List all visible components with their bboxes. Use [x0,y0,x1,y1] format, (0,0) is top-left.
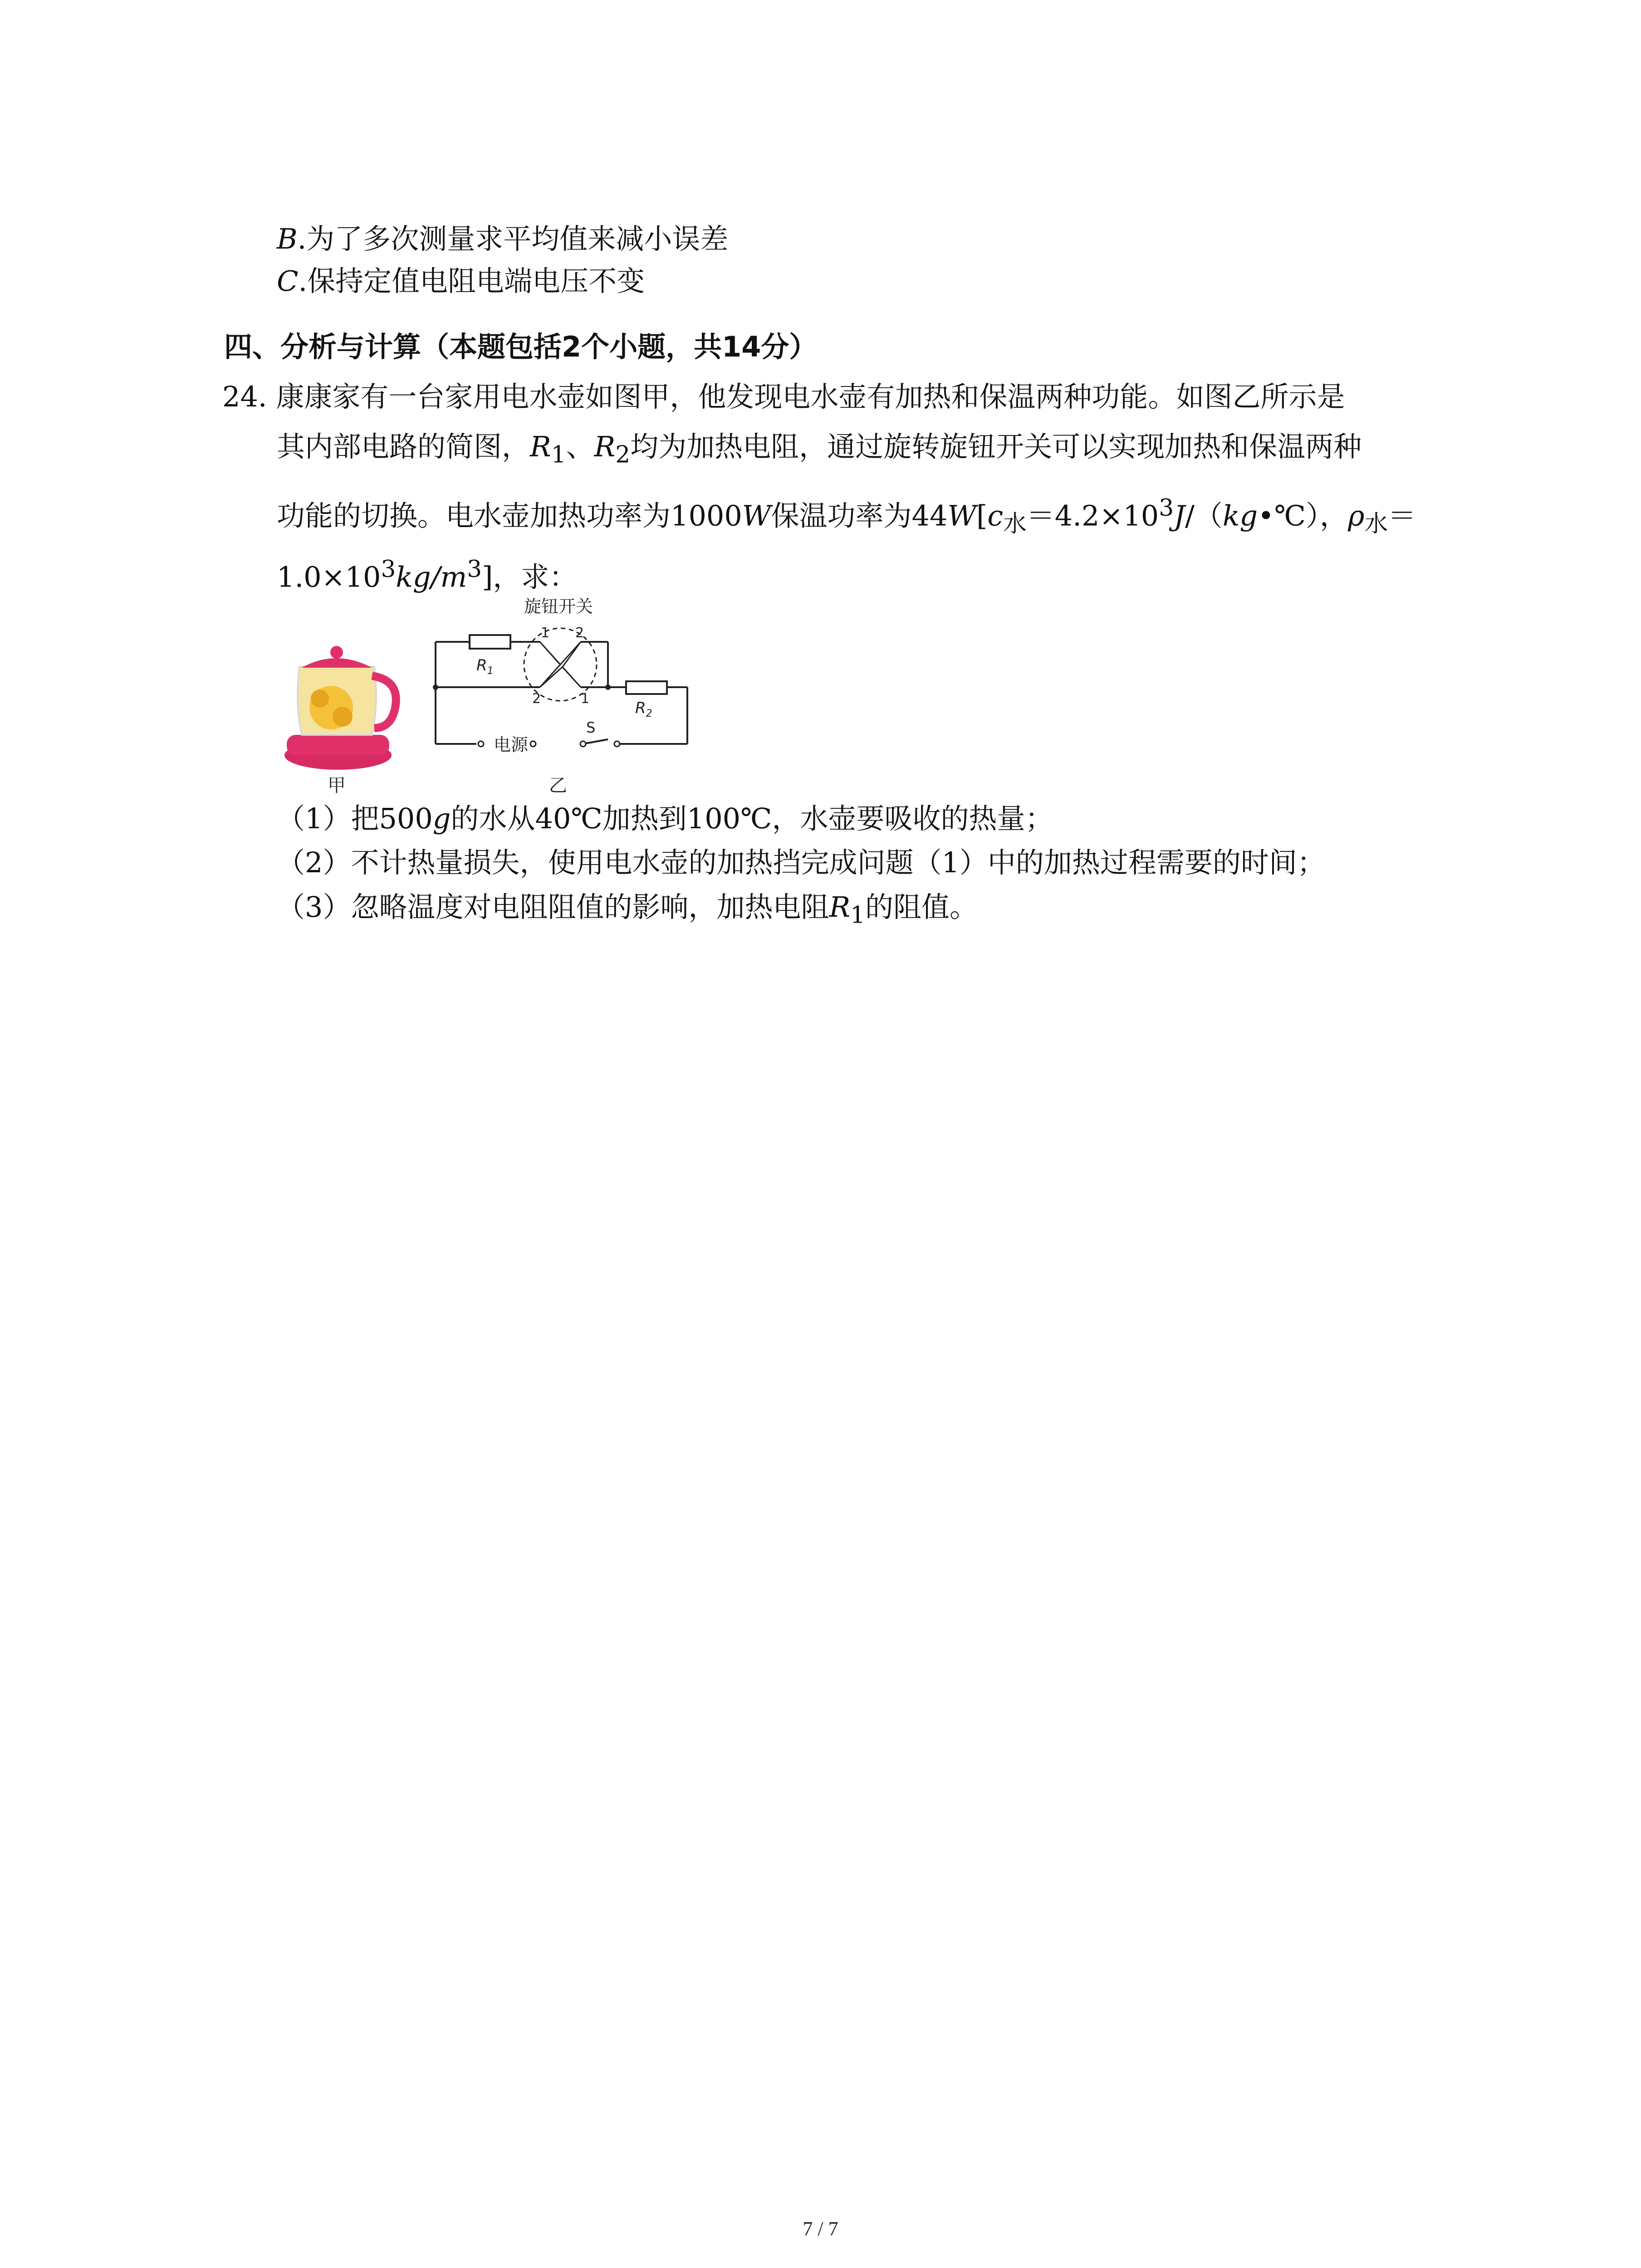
c-subscript: 水 [1003,510,1027,538]
problem-line-1 [222,379,1345,415]
q3-a: （3）忽略温度对电阻阻值的影响，加热电阻 [277,890,829,924]
problem-line-2 [277,429,1362,473]
problem-line-3 [277,490,1416,542]
option-c-letter: C [277,264,299,298]
equals: ＝ [1388,499,1416,533]
tea-flower [333,707,353,727]
terminal [614,741,620,747]
resistor-r2 [626,681,667,694]
problem-line2-a: 其内部电路的简图， [277,430,530,463]
unit-w: W [947,499,977,533]
kettle-lid [302,658,372,668]
section-title: 四、分析与计算（本题包括2个小题，共14分） [224,330,818,363]
slash: /（ [1185,499,1223,533]
r2-symbol: R [594,430,616,463]
unit-kgm: kg/m [396,560,467,594]
kettle-knob [330,646,343,659]
option-c [277,263,645,299]
option-b-letter: B [277,222,298,255]
problem-line2-b: 均为加热电阻，通过旋转旋钮开关可以实现加热和保温两种 [630,430,1362,463]
switch-label: 旋钮开关 [524,596,593,616]
question-1 [277,801,1053,837]
power-label: 电源 [494,735,529,755]
switch-s-label: S [586,719,596,736]
exponent: 3 [1159,494,1174,522]
tea-flower [311,689,329,708]
c-value: ＝4.2×10 [1026,499,1159,533]
unit-j: J [1174,499,1185,533]
exponent: 3 [381,556,396,583]
c-symbol: c [987,499,1004,533]
r1-label: $R_1$ [476,656,494,677]
option-b-text: .为了多次测量求平均值来减小误差 [297,222,729,255]
problem-number: 24. [222,380,267,413]
r1-symbol: R [530,430,551,463]
rho-value: 1.0×10 [277,560,381,594]
r1-subscript: 1 [850,901,866,929]
rho-subscript: 水 [1364,510,1388,538]
q3-b: 的阻值。 [865,890,978,924]
terminal [478,741,484,747]
r1-symbol: R [829,890,851,924]
problem-line3-a: 功能的切换。电水壶加热功率为1000 [277,499,742,533]
terminal [580,741,586,747]
circuit-diagram [426,594,699,762]
kettle-image [281,631,404,771]
r2-subscript: 2 [615,441,631,469]
q1-a: （1）把500 [277,802,433,835]
question-2: （2）不计热量损失，使用电水壶的加热挡完成问题（1）中的加热过程需要的时间； [277,846,1325,879]
pin-1-bottom: 1 [581,691,590,707]
problem-line-4 [277,551,577,596]
option-c-text: .保持定值电阻电端电压不变 [298,264,645,298]
question-3 [277,889,978,933]
problem-line4-b: ]，求： [482,560,578,594]
switch-s-blade [583,739,608,744]
rho-symbol: ρ [1348,499,1365,533]
r1-subscript: 1 [551,441,566,469]
caption-yi: 乙 [549,775,567,796]
unit-degree: •℃）， [1258,499,1348,533]
junction-dot [605,684,611,690]
r2-label: $R_2$ [635,699,652,719]
unit-kg: kg [1222,499,1258,533]
bracket-open: [ [976,499,988,533]
pin-2-top: 2 [575,625,584,641]
unit-w: W [742,499,771,533]
option-b [277,221,728,257]
junction-dot [433,684,438,690]
pin-2-bottom: 2 [532,691,541,707]
exponent: 3 [467,556,482,583]
page-number: 7 / 7 [803,2218,838,2240]
unit-g: g [432,802,451,835]
resistor-r1 [470,635,510,649]
pin-1-top: 1 [541,625,550,641]
q1-b: 的水从40℃加热到100℃，水壶要吸收的热量； [451,802,1053,835]
kettle-base-top [287,735,389,755]
caption-jia: 甲 [328,775,346,796]
problem-line3-b: 保温功率为44 [771,499,948,533]
terminal [530,741,536,747]
separator: 、 [566,430,594,463]
problem-line1-text: 康康家有一台家用电水壶如图甲，他发现电水壶有加热和保温两种功能。如图乙所示是 [276,380,1345,413]
